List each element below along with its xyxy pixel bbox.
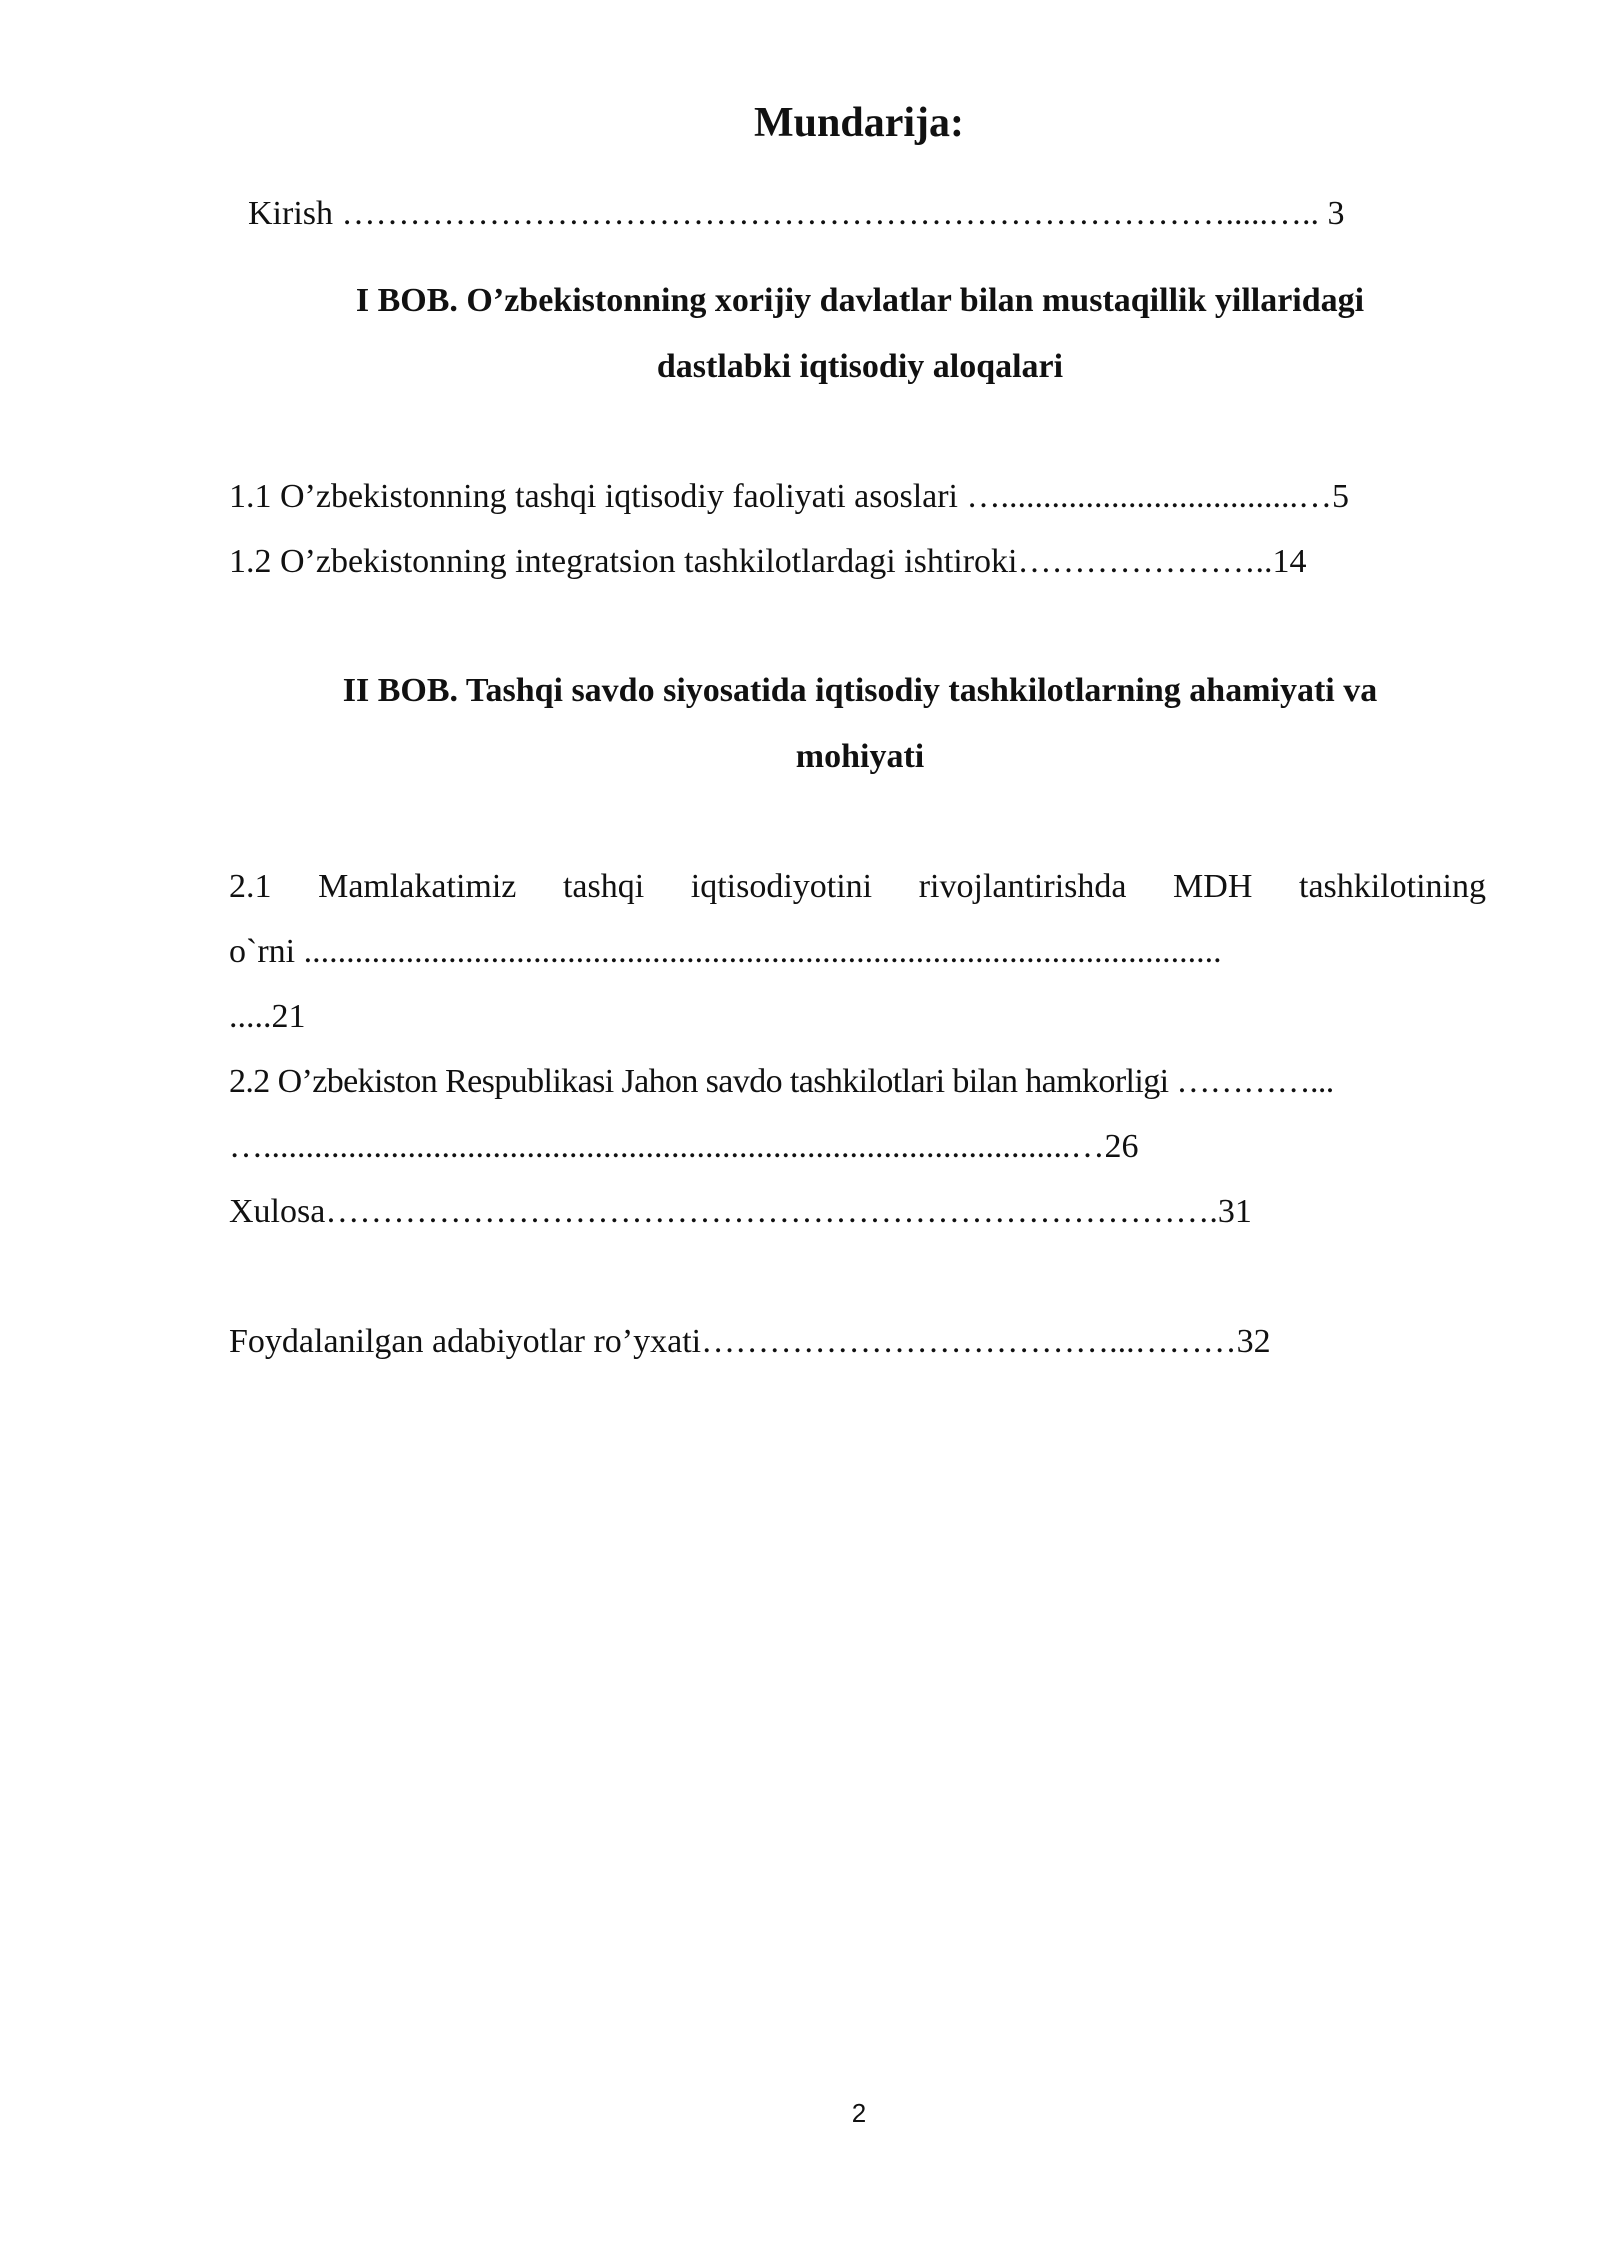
toc-entry-intro: Kirish …………………………………………………………………….....….. 3 (248, 195, 1345, 232)
toc-entry-references: Foydalanilgan adabiyotlar ro’yxati………………………………...………32 (229, 1323, 1271, 1360)
toc-entry-2-2-line-2: …...............................................................................................…26 (229, 1128, 1139, 1165)
toc-chapter-2-line-1: II BOB. Tashqi savdo siyosatida iqtisodiy tashkilotlarning ahamiyati va (342, 672, 1378, 709)
page-number: 2 (851, 2098, 867, 2128)
toc-title: Mundarija: (754, 100, 964, 146)
toc-entry-2-1-line-1: 2.1 Mamlakatimiz tashqi iqtisodiyotini rivojlantirishda MDH tashkilotining (229, 868, 1486, 905)
toc-chapter-1-line-2: dastlabki iqtisodiy aloqalari (656, 348, 1064, 385)
toc-entry-2-1-line-3: .....21 (229, 998, 306, 1035)
toc-entry-2-2-line-1: 2.2 O’zbekiston Respublikasi Jahon savdo tashkilotlari bilan hamkorligi …………... (229, 1063, 1334, 1100)
toc-chapter-1-heading (230, 268, 1490, 400)
toc-entry-conclusion: Xulosa…………………………………………………………………….31 (229, 1193, 1252, 1230)
toc-chapter-2-line-2: mohiyati (795, 738, 925, 775)
toc-chapter-1-line-1: I BOB. O’zbekistonning xorijiy davlatlar bilan mustaqillik yillaridagi (355, 282, 1365, 319)
toc-entry-1-1: 1.1 O’zbekistonning tashqi iqtisodiy faoliyati asoslari …...................................…5 (229, 478, 1350, 515)
toc-entry-2-1-line-2: o`rni ............................................................................................................ (229, 933, 1222, 970)
toc-entry-1-2: 1.2 O’zbekistonning integratsion tashkilotlardagi ishtiroki…………………..14 (229, 543, 1307, 580)
toc-chapter-2-heading (230, 658, 1490, 790)
